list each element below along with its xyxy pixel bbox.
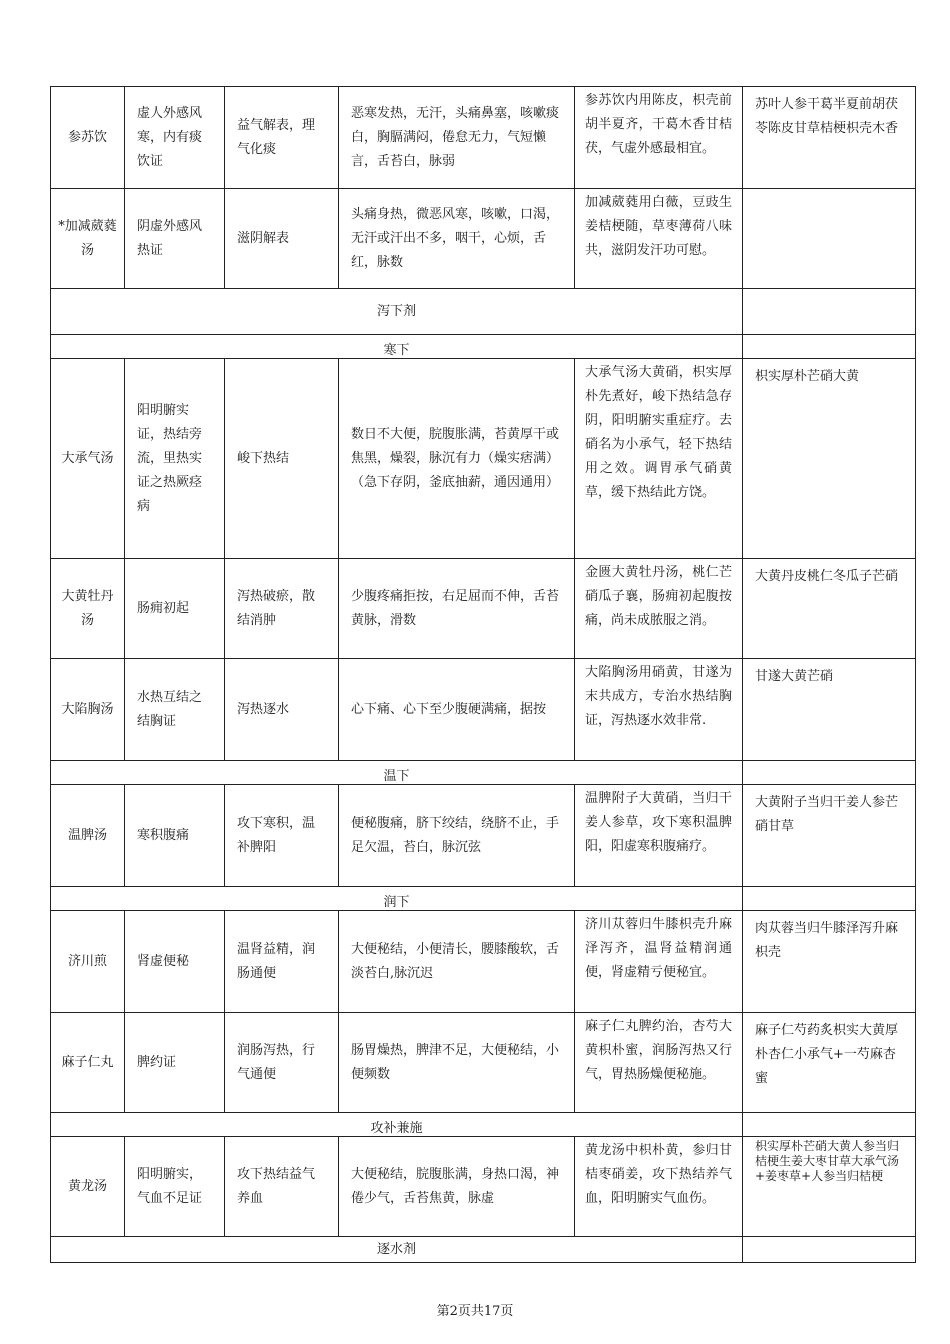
symptoms-cell: 恶寒发热，无汗，头痛鼻塞，咳嗽痰白，胸膈满闷，倦怠无力，气短懒言，舌苔白，脉弱 — [339, 87, 575, 189]
subsection-row — [51, 1113, 916, 1137]
ingredients-cell: 苏叶人参干葛半夏前胡茯苓陈皮甘草桔梗枳壳木香 — [743, 87, 916, 189]
syndrome-cell: 阳明腑实证，热结旁流，里热实证之热厥痉病 — [125, 359, 225, 559]
formula-name: 参苏饮 — [51, 87, 125, 189]
function-cell: 温肾益精，润肠通便 — [225, 911, 339, 1013]
formula-name: 大黄牡丹汤 — [51, 559, 125, 659]
song-cell: 黄龙汤中枳朴黄，参归甘桔枣硝姜，攻下热结养气血，阳明腑实气血伤。 — [575, 1137, 743, 1237]
song-cell: 参苏饮内用陈皮，枳壳前胡半夏齐，干葛木香甘桔茯，气虚外感最相宜。 — [575, 87, 743, 189]
symptoms-cell: 心下痛、心下至少腹硬满痛，据按 — [339, 659, 575, 761]
symptoms-cell: 数日不大便，脘腹胀满，苔黄厚干或焦黑，燥裂，脉沉有力（燥实痞满）（急下存阴，釜底抽薪，通因通用） — [339, 359, 575, 559]
function-cell: 滋阴解表 — [225, 189, 339, 289]
subsection-heading: 润下 — [51, 887, 743, 911]
section-row — [51, 1237, 916, 1263]
syndrome-cell: 肠痈初起 — [125, 559, 225, 659]
song-cell: 大承气汤大黄硝，枳实厚朴先煮好，峻下热结急存阴，阳明腑实重症疗。去硝名为小承气，轻下热结用之效。调胃承气硝黄草，缓下热结此方饶。 — [575, 359, 743, 559]
empty-cell — [743, 335, 916, 359]
function-cell: 益气解表，理气化痰 — [225, 87, 339, 189]
ingredients-cell: 大黄丹皮桃仁冬瓜子芒硝 — [743, 559, 916, 659]
ingredients-cell: 肉苁蓉当归牛膝泽泻升麻枳壳 — [743, 911, 916, 1013]
function-cell: 泻热破瘀，散结消肿 — [225, 559, 339, 659]
table-row — [51, 189, 916, 289]
table-row — [51, 1013, 916, 1113]
syndrome-cell: 阳明腑实，气血不足证 — [125, 1137, 225, 1237]
function-cell: 泻热逐水 — [225, 659, 339, 761]
section-heading: 逐水剂 — [51, 1237, 743, 1263]
table-row — [51, 87, 916, 189]
empty-cell — [743, 289, 916, 335]
symptoms-cell: 肠胃燥热，脾津不足，大便秘结，小便频数 — [339, 1013, 575, 1113]
empty-cell — [743, 761, 916, 785]
song-cell: 麻子仁丸脾约治，杏芍大黄枳朴蜜，润肠泻热又行气，胃热肠燥便秘施。 — [575, 1013, 743, 1113]
table-row — [51, 559, 916, 659]
ingredients-cell — [743, 189, 916, 289]
empty-cell — [743, 887, 916, 911]
table-row — [51, 659, 916, 761]
song-cell: 金匮大黄牡丹汤，桃仁芒硝瓜子襄，肠痈初起腹按痛，尚未成脓服之消。 — [575, 559, 743, 659]
formula-name: 大承气汤 — [51, 359, 125, 559]
ingredients-cell: 枳实厚朴芒硝大黄 — [743, 359, 916, 559]
formula-name: 温脾汤 — [51, 785, 125, 887]
syndrome-cell: 阴虚外感风热证 — [125, 189, 225, 289]
subsection-row — [51, 761, 916, 785]
symptoms-cell: 大便秘结，小便清长，腰膝酸软，舌淡苔白,脉沉迟 — [339, 911, 575, 1013]
symptoms-cell: 少腹疼痛拒按，右足屈而不伸，舌苔黄脉，滑数 — [339, 559, 575, 659]
syndrome-cell: 水热互结之结胸证 — [125, 659, 225, 761]
function-cell: 峻下热结 — [225, 359, 339, 559]
subsection-row — [51, 887, 916, 911]
song-cell: 济川苁蓉归牛膝枳壳升麻泽泻齐，温肾益精润通便，肾虚精亏便秘宜。 — [575, 911, 743, 1013]
page-footer: 第2页共17页 — [436, 1304, 514, 1319]
function-cell: 润肠泻热，行气通便 — [225, 1013, 339, 1113]
song-cell: 加减葳蕤用白薇，豆豉生姜桔梗随，草枣薄荷八味共，滋阴发汗功可慰。 — [575, 189, 743, 289]
section-row — [51, 289, 916, 335]
ingredients-cell: 枳实厚朴芒硝大黄人参当归桔梗生姜大枣甘草大承气汤+姜枣草+人参当归桔梗 — [743, 1137, 916, 1237]
function-cell: 攻下热结益气养血 — [225, 1137, 339, 1237]
ingredients-cell: 麻子仁芍药炙枳实大黄厚朴杏仁小承气+一芍麻杏蜜 — [743, 1013, 916, 1113]
symptoms-cell: 便秘腹痛，脐下绞结，绕脐不止，手足欠温，苔白，脉沉弦 — [339, 785, 575, 887]
symptoms-cell: 头痛身热，微恶风寒，咳嗽，口渴，无汗或汗出不多，咽干，心烦，舌红，脉数 — [339, 189, 575, 289]
syndrome-cell: 虚人外感风寒，内有痰饮证 — [125, 87, 225, 189]
subsection-row — [51, 335, 916, 359]
syndrome-cell: 寒积腹痛 — [125, 785, 225, 887]
table-row — [51, 785, 916, 887]
empty-cell — [743, 1237, 916, 1263]
subsection-heading: 温下 — [51, 761, 743, 785]
syndrome-cell: 肾虚便秘 — [125, 911, 225, 1013]
formula-name: 济川煎 — [51, 911, 125, 1013]
section-heading: 泻下剂 — [51, 289, 743, 335]
formula-name: 大陷胸汤 — [51, 659, 125, 761]
formula-name: 麻子仁丸 — [51, 1013, 125, 1113]
syndrome-cell: 脾约证 — [125, 1013, 225, 1113]
empty-cell — [743, 1113, 916, 1137]
subsection-heading: 攻补兼施 — [51, 1113, 743, 1137]
table-row — [51, 911, 916, 1013]
function-cell: 攻下寒积，温补脾阳 — [225, 785, 339, 887]
song-cell: 大陷胸汤用硝黄，甘遂为末共成方，专治水热结胸证，泻热逐水效非常. — [575, 659, 743, 761]
ingredients-cell: 甘遂大黄芒硝 — [743, 659, 916, 761]
subsection-heading: 寒下 — [51, 335, 743, 359]
ingredients-cell: 大黄附子当归干姜人参芒硝甘草 — [743, 785, 916, 887]
table-row — [51, 359, 916, 559]
song-cell: 温脾附子大黄硝，当归干姜人参草，攻下寒积温脾阳，阳虚寒积腹痛疗。 — [575, 785, 743, 887]
formula-name: 黄龙汤 — [51, 1137, 125, 1237]
symptoms-cell: 大便秘结，脘腹胀满，身热口渴，神倦少气，舌苔焦黄，脉虚 — [339, 1137, 575, 1237]
formula-name: *加减葳蕤汤 — [51, 189, 125, 289]
table-row — [51, 1137, 916, 1237]
formula-table — [50, 86, 916, 1263]
